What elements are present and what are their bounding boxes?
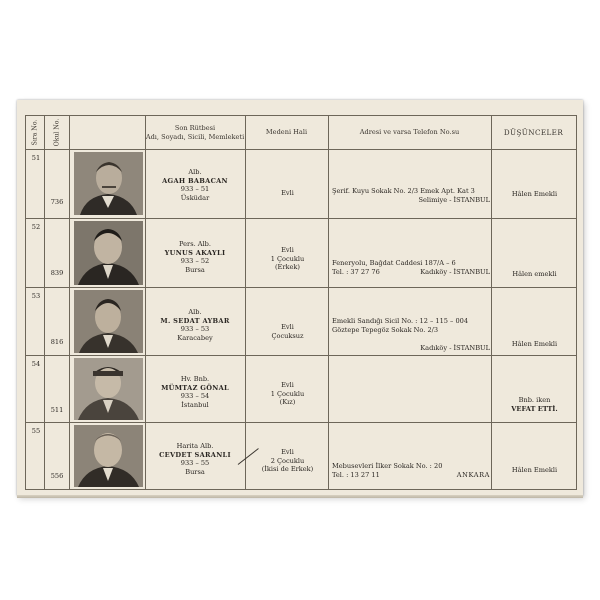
adres: Mebusevleri İlker Sokak No. : 20 Tel. : 13 27 11 ANKARA [332, 462, 490, 479]
okul-no: 556 [50, 472, 64, 480]
medeni-hali: Evli 1 Çocuklu (Kız) [270, 381, 305, 407]
adres: Emekli Sandığı Sicil No. : 12 – 115 – 004 Göztepe Tepegöz Sokak No. 2/3 Kadıköy - İSTANBUL [332, 317, 490, 353]
table-row [26, 423, 576, 489]
officer-photo [74, 425, 143, 487]
dusunce: Hâlen Emekli [511, 190, 558, 198]
officer-photo [74, 290, 143, 353]
okul-no: 736 [50, 198, 64, 206]
officer-info: Alb. M. SEDAT AYBAR 933 – 53 Karacabey [160, 308, 230, 342]
table-row [26, 356, 576, 422]
sira-no: 55 [31, 427, 41, 435]
table-row [26, 150, 576, 218]
dusunce: Hâlen emekli [512, 270, 557, 278]
officer-info: Pers. Alb. YUNUS AKAYLI 933 – 52 Bursa [164, 240, 226, 274]
officer-photo [74, 358, 143, 420]
officer-table [25, 115, 577, 490]
header-okul: Okul No. [53, 118, 61, 147]
sira-no: 52 [31, 223, 41, 231]
dusunce: Bnb. iken VEFAT ETTİ. [511, 396, 558, 413]
header-son-rutbesi: Son Rütbesi Adı, Soyadı, Sicili, Memleketi [145, 123, 245, 141]
officer-info: Harita Alb. CEVDET SARANLI 933 – 55 Bursa [159, 442, 231, 476]
officer-photo [74, 221, 143, 285]
sira-no: 53 [31, 292, 41, 300]
medeni-hali: Evli [281, 189, 294, 198]
okul-no: 511 [50, 406, 64, 414]
okul-no: 816 [50, 338, 64, 346]
dusunce: Hâlen Emekli [511, 340, 558, 348]
officer-photo [74, 152, 143, 215]
header-adres: Adresi ve varsa Telefon No.su [359, 128, 460, 137]
header-sira: Sıra No. [31, 119, 39, 146]
officer-info: Alb. AGAH BABACAN 933 – 51 Üsküdar [162, 168, 228, 202]
medeni-hali: Evli Çocuksuz [271, 323, 304, 340]
table-row [26, 288, 576, 355]
officer-info: Hv. Bnb. MÜMTAZ GÖNAL 933 – 54 İstanbul [161, 375, 229, 409]
adres: Feneryolu, Bağdat Caddesi 187/A – 6 Tel. : 37 27 76 Kadıköy - İSTANBUL [332, 259, 490, 276]
sira-no: 54 [31, 360, 41, 368]
table-row [26, 219, 576, 287]
adres: Şerif. Kuyu Sokak No. 2/3 Emek Apt. Kat 3 Selimiye - İSTANBUL [332, 187, 490, 204]
dusunce: Hâlen Emekli [511, 466, 558, 474]
sira-no: 51 [31, 154, 41, 162]
page-edge [17, 495, 583, 498]
header-medeni: Medeni Hali [265, 128, 308, 137]
medeni-hali: Evli 2 Çocuklu (İkisi de Erkek) [261, 448, 314, 474]
okul-no: 839 [50, 269, 64, 277]
header-dusunceler: DÜŞÜNCELER [503, 127, 564, 137]
medeni-hali: Evli 1 Çocuklu (Erkek) [270, 246, 305, 272]
yearbook-page [17, 100, 583, 496]
